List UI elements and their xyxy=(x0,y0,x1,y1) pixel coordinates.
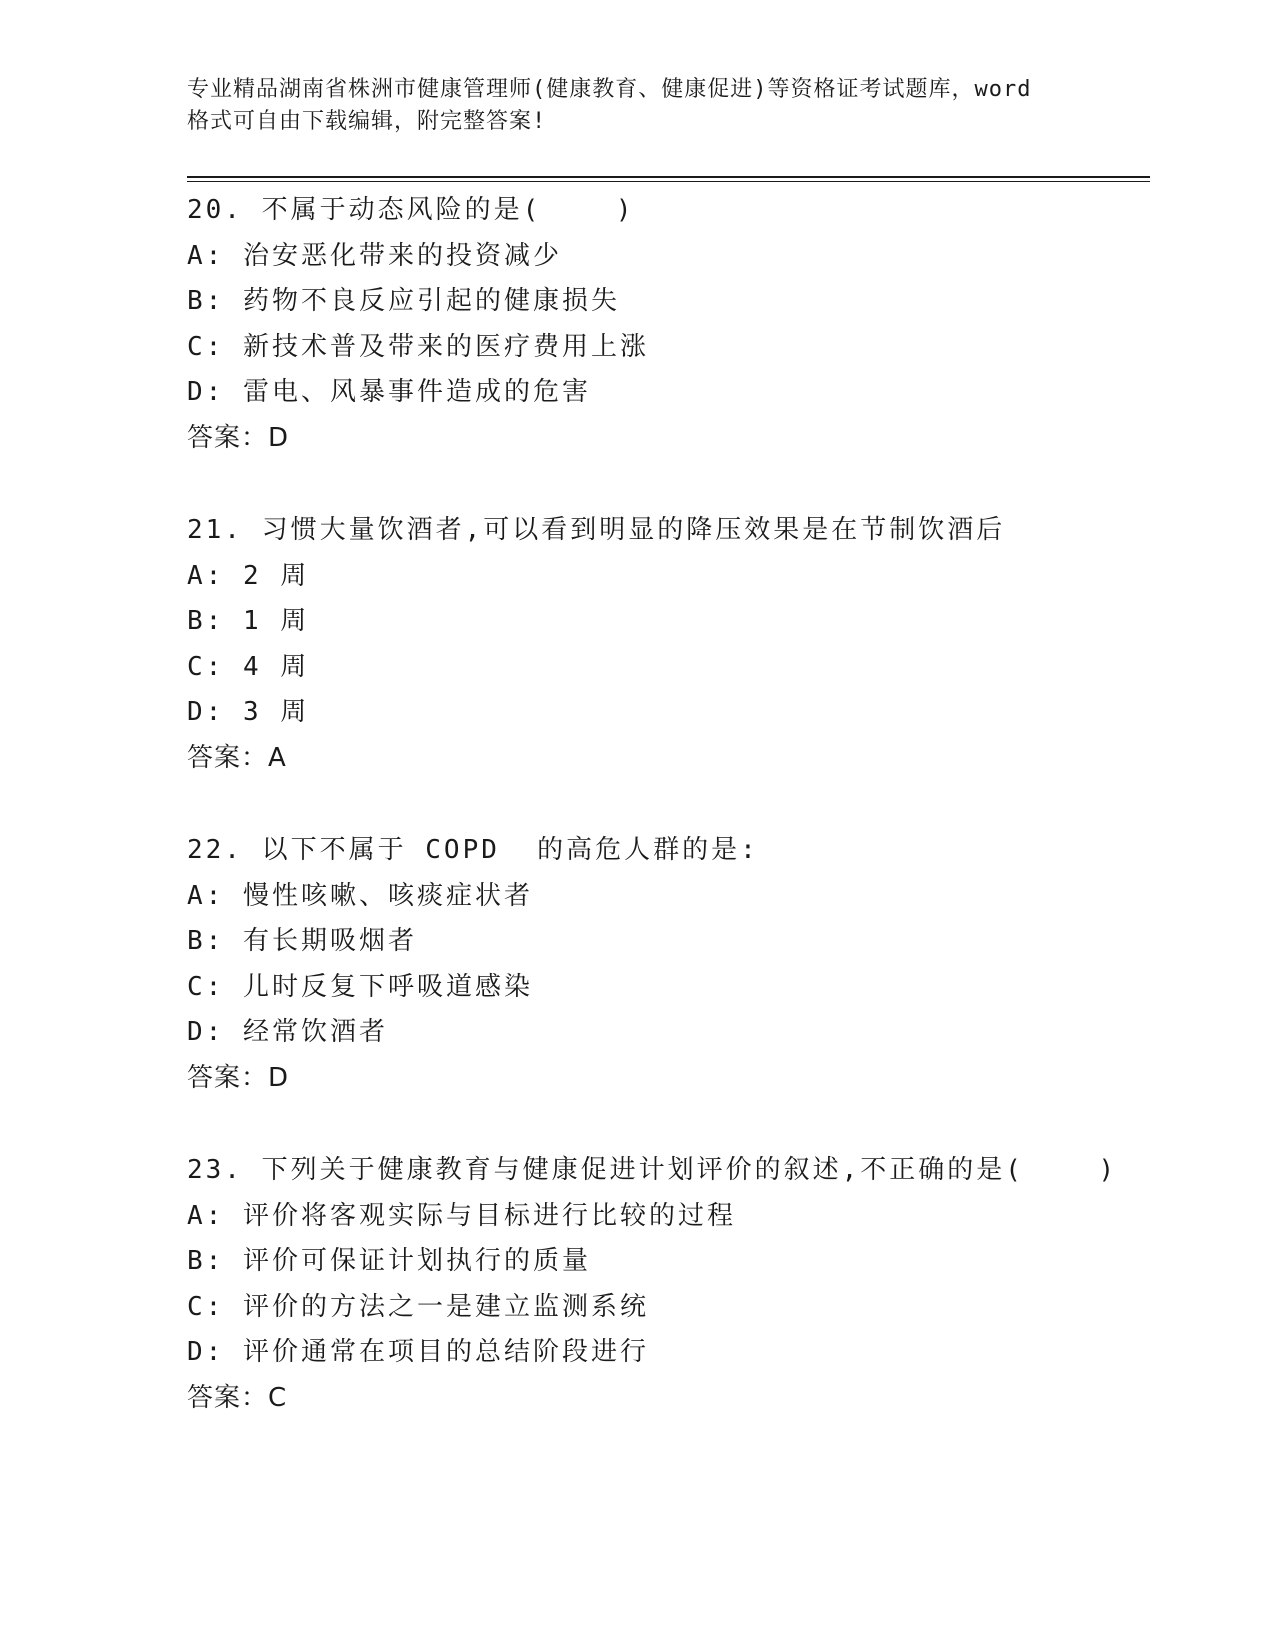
header-divider xyxy=(187,176,1150,178)
question-stem: 23. 下列关于健康教育与健康促进计划评价的叙述,不正确的是( ) xyxy=(187,1155,1118,1185)
option-a: A: 评价将客观实际与目标进行比较的过程 xyxy=(187,1200,736,1231)
answer: 答案：A xyxy=(187,742,287,773)
question-23 xyxy=(187,1148,1147,1468)
option-b: B: 药物不良反应引起的健康损失 xyxy=(187,286,620,317)
question-21 xyxy=(187,508,1147,828)
header-divider-thin xyxy=(187,181,1150,182)
option-c: C: 新技术普及带来的医疗费用上涨 xyxy=(187,331,649,362)
option-d: D: 经常饮酒者 xyxy=(187,1017,388,1048)
question-stem: 20. 不属于动态风险的是( ) xyxy=(187,195,635,225)
answer: 答案：D xyxy=(187,422,290,453)
question-22 xyxy=(187,828,1147,1148)
header-line-2: 格式可自由下载编辑，附完整答案! xyxy=(187,109,547,134)
question-20 xyxy=(187,188,1147,508)
document-header xyxy=(187,74,1087,138)
option-b: B: 1 周 xyxy=(187,606,310,637)
option-d: D: 雷电、风暴事件造成的危害 xyxy=(187,377,591,408)
answer: 答案：D xyxy=(187,1062,290,1093)
answer: 答案：C xyxy=(187,1382,288,1413)
option-a: A: 2 周 xyxy=(187,560,310,591)
option-a: A: 治安恶化带来的投资减少 xyxy=(187,240,562,271)
header-line-1: 专业精品湖南省株洲市健康管理师(健康教育、健康促进)等资格证考试题库，word xyxy=(187,77,1032,102)
option-a: A: 慢性咳嗽、咳痰症状者 xyxy=(187,880,533,911)
option-c: C: 评价的方法之一是建立监测系统 xyxy=(187,1291,649,1322)
question-stem: 22. 以下不属于 COPD 的高危人群的是: xyxy=(187,835,759,865)
question-stem: 21. 习惯大量饮酒者,可以看到明显的降压效果是在节制饮酒后 xyxy=(187,515,1006,545)
option-c: C: 4 周 xyxy=(187,651,310,682)
option-b: B: 有长期吸烟者 xyxy=(187,926,417,957)
option-d: D: 3 周 xyxy=(187,697,310,728)
option-b: B: 评价可保证计划执行的质量 xyxy=(187,1246,591,1277)
option-c: C: 儿时反复下呼吸道感染 xyxy=(187,971,533,1002)
question-list xyxy=(187,188,1147,1468)
option-d: D: 评价通常在项目的总结阶段进行 xyxy=(187,1337,649,1368)
